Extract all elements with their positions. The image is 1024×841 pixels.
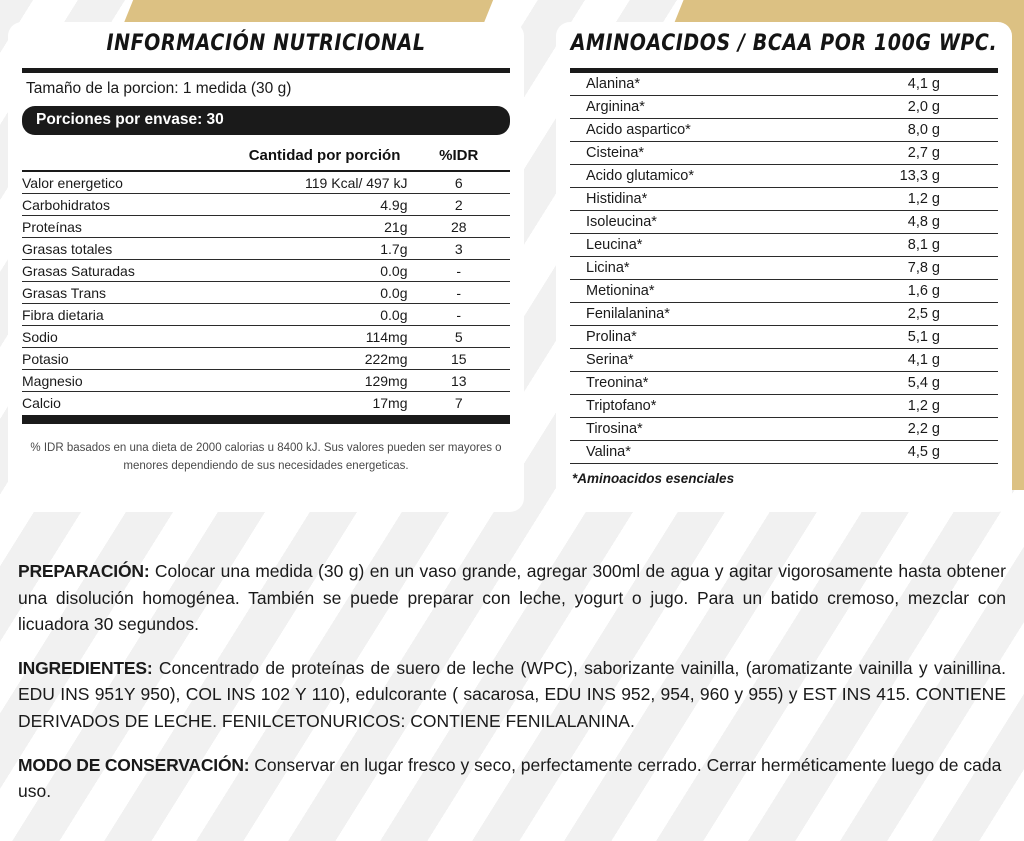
storage-text: Conservar en lugar fresco y seco, perfectamente cerrado. Cerrar herméticamente luego de cada uso. — [18, 754, 1002, 802]
amino-row — [570, 211, 998, 234]
amino-row — [570, 280, 998, 303]
nutrient-name: Sodio — [22, 326, 242, 348]
nutrient-idr: 15 — [408, 348, 511, 370]
nutrition-row — [22, 348, 510, 370]
nutrient-amount: 0.0g — [242, 282, 408, 304]
amino-name: Tirosina* — [570, 418, 809, 441]
amino-row — [570, 395, 998, 418]
amino-name: Cisteina* — [570, 142, 809, 165]
amino-row — [570, 349, 998, 372]
nutrition-row — [22, 392, 510, 414]
nutrition-bottom-bar — [22, 415, 510, 424]
preparation-block — [18, 558, 1006, 638]
amino-value: 1,2 g — [809, 395, 998, 418]
amino-row — [570, 441, 998, 464]
amino-name: Leucina* — [570, 234, 809, 257]
nutrition-row — [22, 304, 510, 326]
amino-value: 13,3 g — [809, 165, 998, 188]
storage-label: MODO DE CONSERVACIÓN: — [18, 754, 250, 775]
amino-value: 5,1 g — [809, 326, 998, 349]
ingredients-paragraph — [18, 655, 1006, 735]
column-header-amount: Cantidad por porción — [242, 139, 408, 171]
nutrient-name: Grasas totales — [22, 238, 242, 260]
amino-value: 7,8 g — [809, 257, 998, 280]
amino-name: Triptofano* — [570, 395, 809, 418]
nutrition-table-body — [22, 171, 510, 413]
amino-name: Prolina* — [570, 326, 809, 349]
amino-name: Arginina* — [570, 96, 809, 119]
nutrient-idr: 6 — [408, 171, 511, 194]
nutrition-facts-table — [22, 139, 510, 413]
nutrition-row — [22, 194, 510, 216]
storage-block — [18, 752, 1006, 805]
servings-per-container-badge: Porciones por envase: 30 — [22, 106, 510, 135]
nutrient-name: Fibra dietaria — [22, 304, 242, 326]
nutrient-amount: 0.0g — [242, 260, 408, 282]
nutrient-amount: 21g — [242, 216, 408, 238]
amino-value: 8,0 g — [809, 119, 998, 142]
nutrition-row — [22, 171, 510, 194]
amino-row — [570, 372, 998, 395]
nutrition-table-header-row — [22, 139, 510, 171]
nutrient-amount: 119 Kcal/ 497 kJ — [242, 171, 408, 194]
amino-row — [570, 119, 998, 142]
serving-size-text: Tamaño de la porcion: 1 medida (30 g) — [26, 80, 292, 97]
amino-name: Metionina* — [570, 280, 809, 303]
nutrition-row — [22, 370, 510, 392]
amino-value: 1,2 g — [809, 188, 998, 211]
amino-name: Licina* — [570, 257, 809, 280]
nutrient-idr: 13 — [408, 370, 511, 392]
nutrient-idr: 28 — [408, 216, 511, 238]
amino-value: 2,7 g — [809, 142, 998, 165]
amino-row — [570, 188, 998, 211]
amino-row — [570, 73, 998, 96]
nutrient-amount: 4.9g — [242, 194, 408, 216]
amino-acids-table — [570, 73, 998, 464]
column-header-nutrient — [22, 139, 242, 171]
nutrition-row — [22, 238, 510, 260]
preparation-paragraph — [18, 558, 1006, 638]
nutrient-amount: 114mg — [242, 326, 408, 348]
nutrient-amount: 222mg — [242, 348, 408, 370]
amino-name: Valina* — [570, 441, 809, 464]
preparation-label: PREPARACIÓN: — [18, 561, 150, 581]
column-header-idr: %IDR — [408, 139, 511, 171]
nutrition-row — [22, 216, 510, 238]
amino-name: Acido aspartico* — [570, 119, 809, 142]
amino-name: Alanina* — [570, 73, 809, 96]
nutrient-name: Magnesio — [22, 370, 242, 392]
nutrition-row — [22, 260, 510, 282]
amino-table-body — [570, 73, 998, 464]
nutrient-amount: 17mg — [242, 392, 408, 414]
amino-acids-panel — [556, 22, 1012, 512]
nutrient-name: Proteínas — [22, 216, 242, 238]
nutrient-name: Calcio — [22, 392, 242, 414]
nutrient-idr: 3 — [408, 238, 511, 260]
nutrition-panel-title: INFORMACIÓN NUTRICIONAL — [106, 30, 426, 56]
amino-row — [570, 326, 998, 349]
amino-panel-title: AMINOACIDOS / BCAA POR 100G WPC. — [570, 30, 998, 56]
nutrient-name: Valor energetico — [22, 171, 242, 194]
amino-value: 4,5 g — [809, 441, 998, 464]
amino-value: 1,6 g — [809, 280, 998, 303]
nutrient-idr: 7 — [408, 392, 511, 414]
ingredients-text: Concentrado de proteínas de suero de leche (WPC), saborizante vainilla, (aromatizante vainilla y vainillina. EDU INS 951Y 950), COL INS 102 Y 110), edulcorante ( sacarosa, EDU INS 952, 954, 960 y 955) y EST INS 415. CONTIENE DERIVADOS DE LECHE. FENILCETONURICOS: CONTIENE FENILALANINA. — [18, 657, 1006, 731]
nutrient-name: Carbohidratos — [22, 194, 242, 216]
nutrient-idr: 2 — [408, 194, 511, 216]
amino-value: 4,8 g — [809, 211, 998, 234]
amino-value: 2,2 g — [809, 418, 998, 441]
nutrient-name: Grasas Trans — [22, 282, 242, 304]
nutrition-row — [22, 326, 510, 348]
amino-value: 2,5 g — [809, 303, 998, 326]
amino-name: Acido glutamico* — [570, 165, 809, 188]
amino-value: 2,0 g — [809, 96, 998, 119]
nutrient-idr: 5 — [408, 326, 511, 348]
instructions-section — [18, 558, 1006, 822]
amino-value: 4,1 g — [809, 349, 998, 372]
nutrient-name: Grasas Saturadas — [22, 260, 242, 282]
nutrient-idr: - — [408, 260, 511, 282]
nutrient-amount: 0.0g — [242, 304, 408, 326]
nutrition-facts-panel — [8, 22, 524, 512]
preparation-text: Colocar una medida (30 g) en un vaso grande, agregar 300ml de agua y agitar vigorosamente hasta obtener una disolución homogénea. También se puede preparar con leche, yogurt o jugo. Para un batido cremoso, mezclar con licuadora 30 segundos. — [18, 561, 1006, 635]
amino-name: Serina* — [570, 349, 809, 372]
ingredients-block — [18, 655, 1006, 735]
amino-footnote: *Aminoacidos esenciales — [572, 471, 735, 486]
nutrient-idr: - — [408, 282, 511, 304]
amino-value: 8,1 g — [809, 234, 998, 257]
amino-value: 4,1 g — [809, 73, 998, 96]
amino-row — [570, 234, 998, 257]
amino-name: Treonina* — [570, 372, 809, 395]
amino-row — [570, 96, 998, 119]
amino-row — [570, 418, 998, 441]
nutrient-name: Potasio — [22, 348, 242, 370]
nutrition-row — [22, 282, 510, 304]
ingredients-label: INGREDIENTES: — [18, 657, 153, 678]
storage-paragraph — [18, 752, 1006, 805]
amino-row — [570, 303, 998, 326]
nutrient-amount: 129mg — [242, 370, 408, 392]
amino-name: Isoleucina* — [570, 211, 809, 234]
nutrient-amount: 1.7g — [242, 238, 408, 260]
amino-row — [570, 142, 998, 165]
amino-value: 5,4 g — [809, 372, 998, 395]
amino-name: Fenilalanina* — [570, 303, 809, 326]
amino-row — [570, 165, 998, 188]
nutrient-idr: - — [408, 304, 511, 326]
amino-name: Histidina* — [570, 188, 809, 211]
idr-footnote: % IDR basados en una dieta de 2000 calorias u 8400 kJ. Sus valores pueden ser mayores o menores dependiendo de sus necesidades energeticas. — [30, 442, 502, 472]
amino-row — [570, 257, 998, 280]
